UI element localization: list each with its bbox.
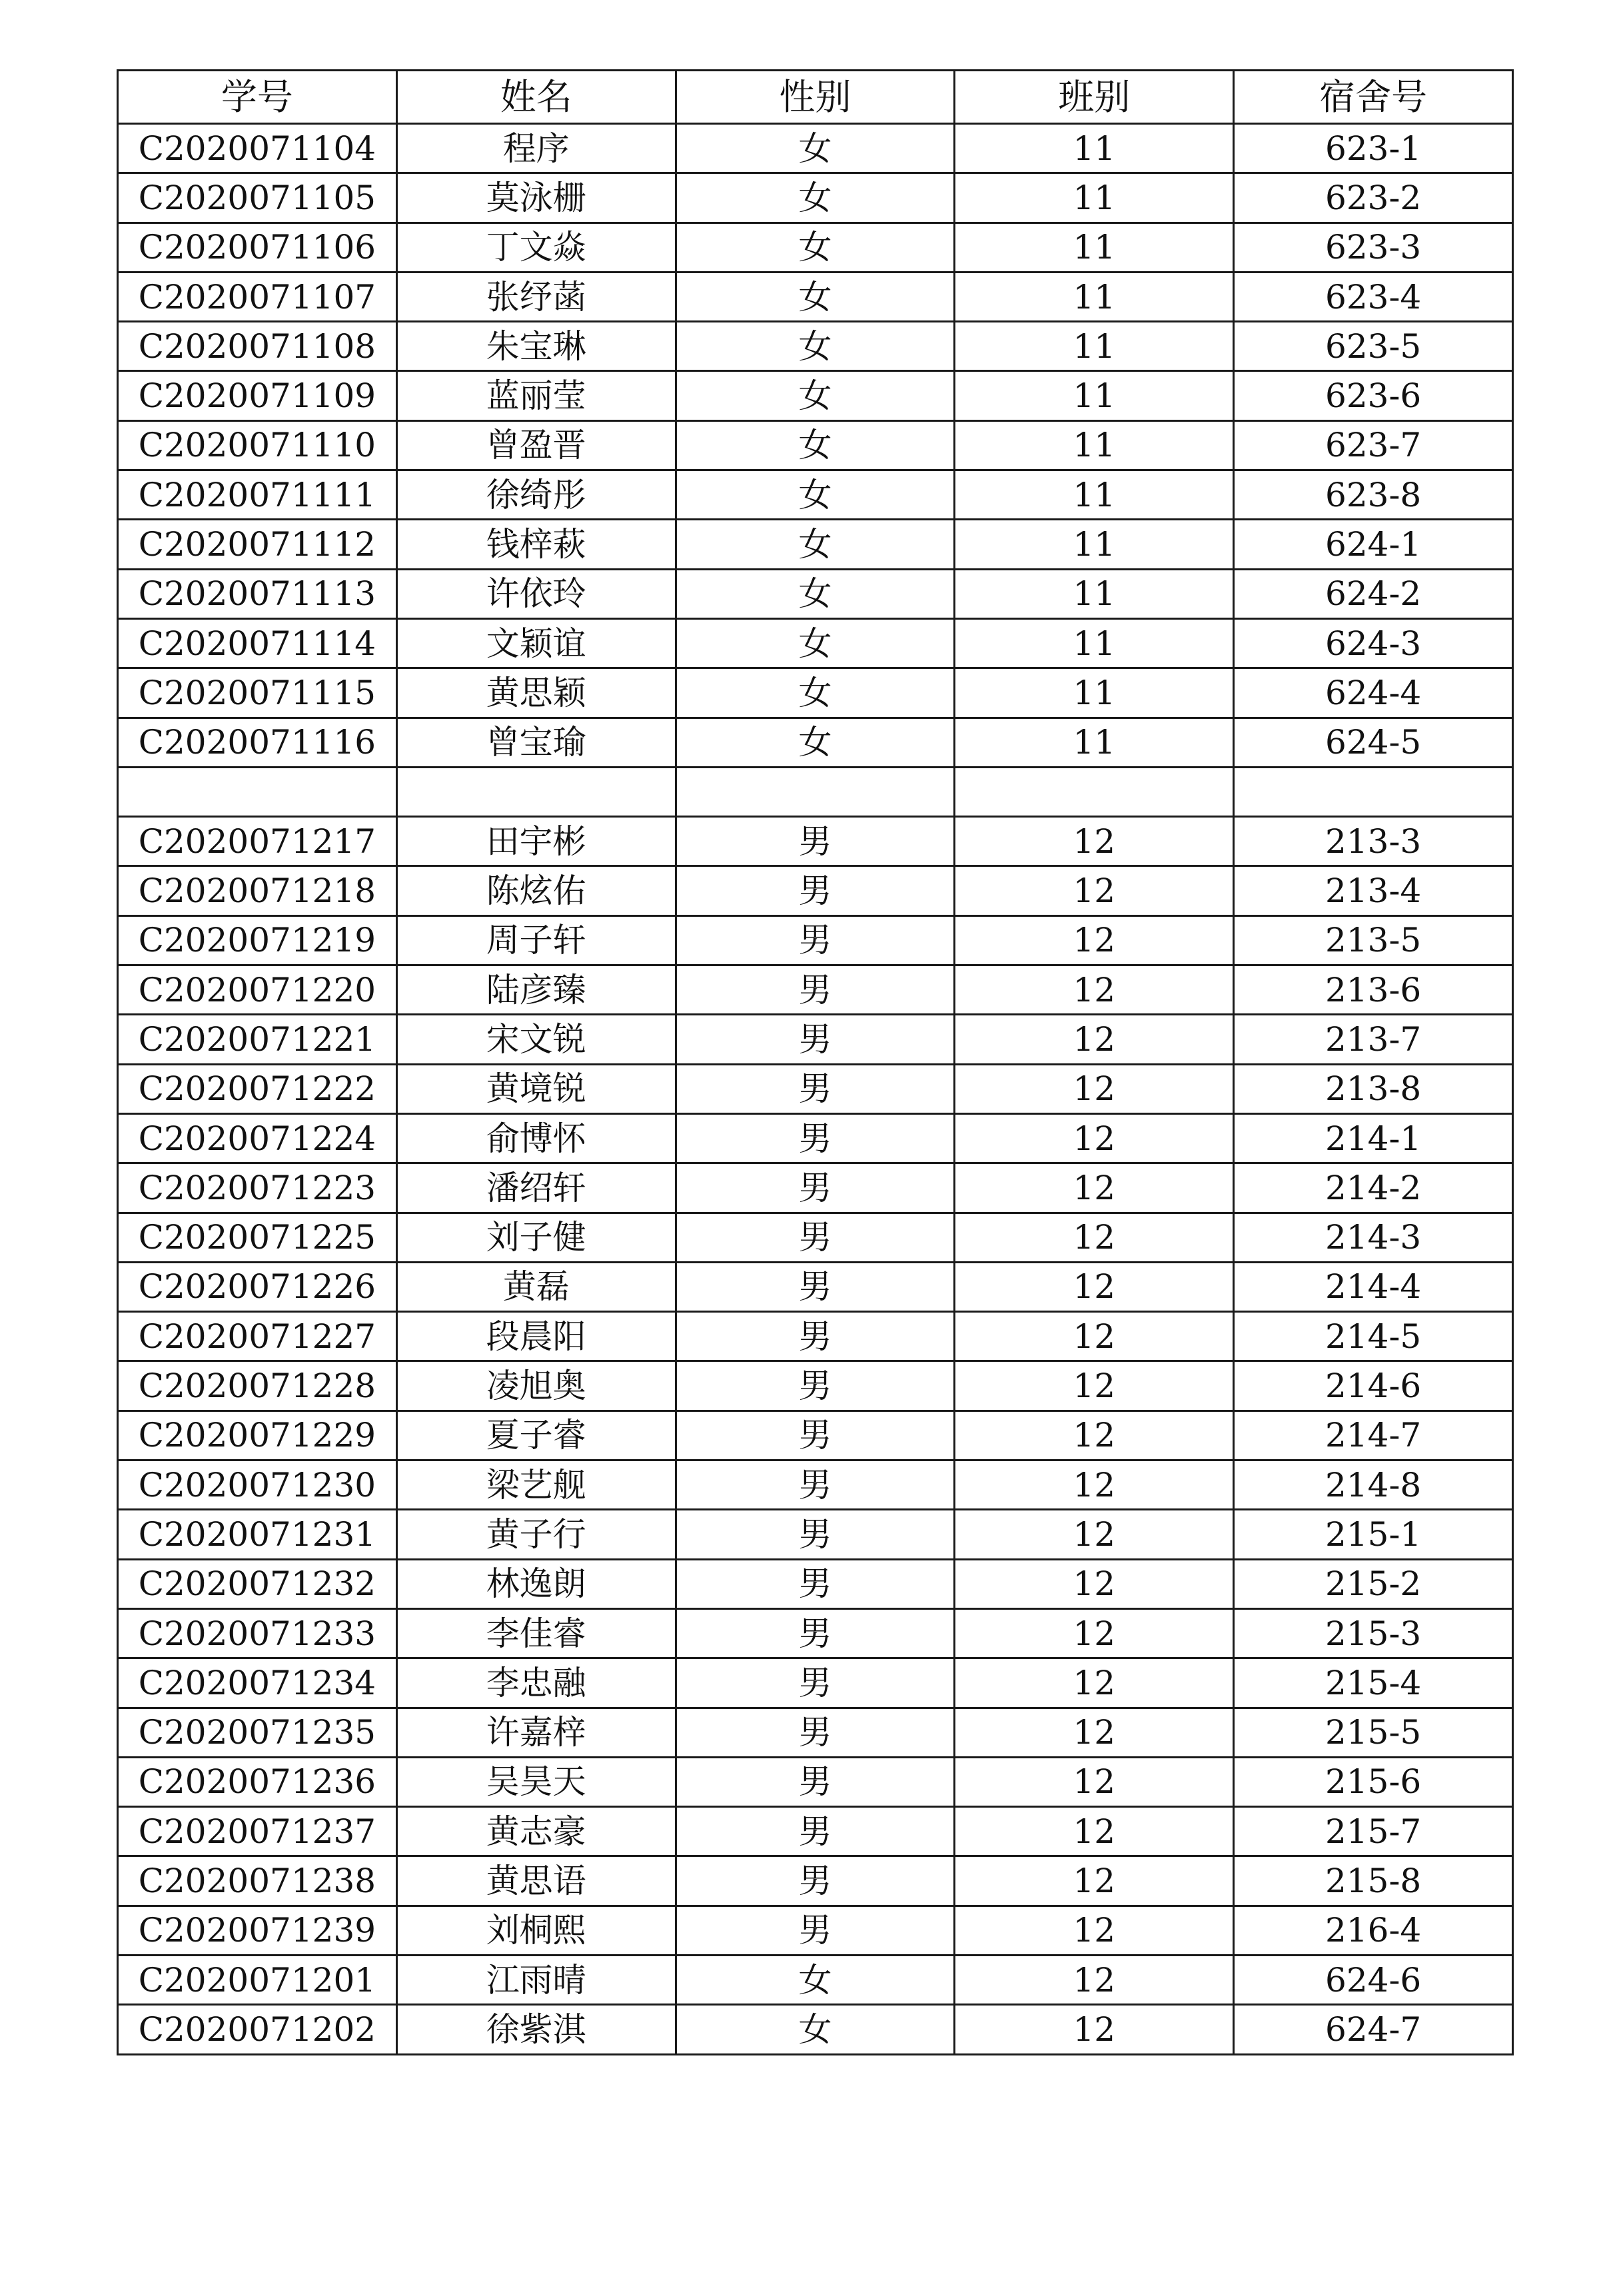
table-row	[118, 1015, 1513, 1064]
student-id-cell: C2020071226	[118, 1262, 397, 1311]
student-id-cell: C2020071231	[118, 1510, 397, 1559]
gender-cell: 男	[676, 1361, 955, 1411]
student-id-cell: C2020071236	[118, 1757, 397, 1806]
student-id-cell: C2020071110	[118, 420, 397, 470]
name-cell: 许依玲	[396, 569, 676, 618]
table-row	[118, 1113, 1513, 1163]
gender-cell: 女	[676, 272, 955, 321]
table-row	[118, 173, 1513, 223]
dorm-number-cell: 623-2	[1234, 173, 1513, 223]
gender-cell: 男	[676, 1213, 955, 1262]
name-cell: 曾宝瑜	[396, 718, 676, 767]
name-cell: 潘绍轩	[396, 1163, 676, 1213]
class-cell: 12	[955, 1807, 1234, 1856]
name-cell: 宋文锐	[396, 1015, 676, 1064]
gender-cell: 女	[676, 618, 955, 668]
table-row	[118, 817, 1513, 866]
student-id-cell: C2020071202	[118, 2005, 397, 2054]
gender-cell: 男	[676, 965, 955, 1015]
student-id-cell: C2020071113	[118, 569, 397, 618]
gender-cell: 男	[676, 1708, 955, 1757]
gender-cell: 男	[676, 1559, 955, 1608]
header-student-id: 学号	[118, 71, 397, 124]
class-cell: 12	[955, 1658, 1234, 1708]
class-cell: 11	[955, 223, 1234, 272]
class-cell: 12	[955, 1411, 1234, 1460]
dorm-number-cell: 214-4	[1234, 1262, 1513, 1311]
class-cell: 11	[955, 124, 1234, 173]
dorm-number-cell: 623-5	[1234, 322, 1513, 371]
table-row	[118, 1460, 1513, 1510]
dorm-number-cell: 624-7	[1234, 2005, 1513, 2054]
student-id-cell: C2020071228	[118, 1361, 397, 1411]
dorm-number-cell: 624-6	[1234, 1955, 1513, 2004]
dorm-number-cell: 214-2	[1234, 1163, 1513, 1213]
student-id-cell: C2020071224	[118, 1113, 397, 1163]
class-cell: 11	[955, 371, 1234, 420]
class-cell: 12	[955, 866, 1234, 915]
dorm-number-cell: 215-5	[1234, 1708, 1513, 1757]
student-id-cell: C2020071218	[118, 866, 397, 915]
class-cell: 12	[955, 1312, 1234, 1361]
student-id-cell: C2020071220	[118, 965, 397, 1015]
gender-cell: 男	[676, 1510, 955, 1559]
student-dormitory-table	[117, 69, 1514, 2055]
student-id-cell: C2020071108	[118, 322, 397, 371]
gender-cell: 男	[676, 1906, 955, 1955]
name-cell: 徐绮彤	[396, 470, 676, 520]
table-body	[118, 124, 1513, 2055]
class-cell	[955, 767, 1234, 816]
table-row	[118, 272, 1513, 321]
name-cell: 林逸朗	[396, 1559, 676, 1608]
gender-cell: 女	[676, 520, 955, 569]
student-id-cell: C2020071105	[118, 173, 397, 223]
name-cell: 田宇彬	[396, 817, 676, 866]
gender-cell: 男	[676, 915, 955, 965]
name-cell: 吴昊天	[396, 1757, 676, 1806]
student-id-cell: C2020071238	[118, 1856, 397, 1906]
name-cell: 李忠融	[396, 1658, 676, 1708]
dorm-number-cell: 624-1	[1234, 520, 1513, 569]
class-cell: 12	[955, 817, 1234, 866]
name-cell: 丁文焱	[396, 223, 676, 272]
dorm-number-cell: 623-6	[1234, 371, 1513, 420]
student-id-cell: C2020071230	[118, 1460, 397, 1510]
gender-cell: 男	[676, 1757, 955, 1806]
table-row	[118, 965, 1513, 1015]
class-cell: 12	[955, 1460, 1234, 1510]
table-row	[118, 520, 1513, 569]
dorm-number-cell: 213-6	[1234, 965, 1513, 1015]
student-id-cell: C2020071225	[118, 1213, 397, 1262]
student-id-cell	[118, 767, 397, 816]
class-cell: 12	[955, 1510, 1234, 1559]
gender-cell: 男	[676, 1064, 955, 1113]
name-cell: 陈炫佑	[396, 866, 676, 915]
header-name: 姓名	[396, 71, 676, 124]
gender-cell: 女	[676, 223, 955, 272]
table-row	[118, 1262, 1513, 1311]
name-cell: 莫泳栅	[396, 173, 676, 223]
gender-cell: 男	[676, 1163, 955, 1213]
name-cell: 蓝丽莹	[396, 371, 676, 420]
student-id-cell: C2020071116	[118, 718, 397, 767]
dorm-number-cell: 215-6	[1234, 1757, 1513, 1806]
student-id-cell: C2020071233	[118, 1608, 397, 1658]
class-cell: 12	[955, 1955, 1234, 2004]
student-id-cell: C2020071222	[118, 1064, 397, 1113]
class-cell: 11	[955, 618, 1234, 668]
name-cell: 李佳睿	[396, 1608, 676, 1658]
name-cell: 黄思语	[396, 1856, 676, 1906]
name-cell: 江雨晴	[396, 1955, 676, 2004]
gender-cell: 女	[676, 124, 955, 173]
class-cell: 12	[955, 1559, 1234, 1608]
class-cell: 12	[955, 1757, 1234, 1806]
table-row	[118, 1411, 1513, 1460]
table-row	[118, 718, 1513, 767]
header-dorm-number: 宿舍号	[1234, 71, 1513, 124]
class-cell: 12	[955, 2005, 1234, 2054]
table-row	[118, 866, 1513, 915]
gender-cell: 男	[676, 1856, 955, 1906]
name-cell: 钱梓萩	[396, 520, 676, 569]
name-cell: 陆彦臻	[396, 965, 676, 1015]
student-id-cell: C2020071239	[118, 1906, 397, 1955]
name-cell: 黄子行	[396, 1510, 676, 1559]
dorm-number-cell: 214-6	[1234, 1361, 1513, 1411]
dorm-number-cell: 216-4	[1234, 1906, 1513, 1955]
gender-cell: 男	[676, 817, 955, 866]
table-row	[118, 2005, 1513, 2054]
student-id-cell: C2020071229	[118, 1411, 397, 1460]
dorm-number-cell: 624-4	[1234, 668, 1513, 718]
table-row	[118, 1510, 1513, 1559]
dorm-number-cell: 623-1	[1234, 124, 1513, 173]
class-cell: 12	[955, 1608, 1234, 1658]
name-cell: 夏子睿	[396, 1411, 676, 1460]
name-cell: 黄境锐	[396, 1064, 676, 1113]
gender-cell: 男	[676, 1015, 955, 1064]
name-cell: 黄思颖	[396, 668, 676, 718]
student-id-cell: C2020071232	[118, 1559, 397, 1608]
table-row	[118, 1064, 1513, 1113]
name-cell: 黄志豪	[396, 1807, 676, 1856]
dorm-number-cell: 215-7	[1234, 1807, 1513, 1856]
student-id-cell: C2020071115	[118, 668, 397, 718]
class-cell: 12	[955, 915, 1234, 965]
table-row	[118, 1856, 1513, 1906]
dorm-number-cell: 624-5	[1234, 718, 1513, 767]
name-cell	[396, 767, 676, 816]
student-id-cell: C2020071219	[118, 915, 397, 965]
dorm-number-cell: 623-4	[1234, 272, 1513, 321]
table-row	[118, 915, 1513, 965]
dorm-number-cell: 623-8	[1234, 470, 1513, 520]
dorm-number-cell: 213-4	[1234, 866, 1513, 915]
gender-cell: 男	[676, 866, 955, 915]
name-cell: 刘桐熙	[396, 1906, 676, 1955]
student-id-cell: C2020071227	[118, 1312, 397, 1361]
class-cell: 12	[955, 1163, 1234, 1213]
table-row	[118, 668, 1513, 718]
student-id-cell: C2020071114	[118, 618, 397, 668]
class-cell: 11	[955, 718, 1234, 767]
table-row	[118, 569, 1513, 618]
table-row	[118, 470, 1513, 520]
class-cell: 12	[955, 1113, 1234, 1163]
dorm-number-cell: 215-1	[1234, 1510, 1513, 1559]
gender-cell: 男	[676, 1658, 955, 1708]
table-row	[118, 1213, 1513, 1262]
student-id-cell: C2020071237	[118, 1807, 397, 1856]
class-cell: 12	[955, 1213, 1234, 1262]
name-cell: 周子轩	[396, 915, 676, 965]
table-row	[118, 1807, 1513, 1856]
gender-cell: 男	[676, 1608, 955, 1658]
student-id-cell: C2020071234	[118, 1658, 397, 1708]
table-row	[118, 371, 1513, 420]
gender-cell: 男	[676, 1411, 955, 1460]
dorm-number-cell: 213-7	[1234, 1015, 1513, 1064]
class-cell: 12	[955, 1361, 1234, 1411]
gender-cell: 男	[676, 1312, 955, 1361]
dorm-number-cell: 215-4	[1234, 1658, 1513, 1708]
student-id-cell: C2020071104	[118, 124, 397, 173]
name-cell: 段晨阳	[396, 1312, 676, 1361]
gender-cell: 女	[676, 322, 955, 371]
class-cell: 12	[955, 1015, 1234, 1064]
table-row	[118, 618, 1513, 668]
class-cell: 12	[955, 1906, 1234, 1955]
table-row	[118, 1312, 1513, 1361]
gender-cell: 女	[676, 718, 955, 767]
class-cell: 11	[955, 470, 1234, 520]
student-id-cell: C2020071221	[118, 1015, 397, 1064]
dorm-number-cell: 215-2	[1234, 1559, 1513, 1608]
name-cell: 梁艺舰	[396, 1460, 676, 1510]
dorm-number-cell: 213-8	[1234, 1064, 1513, 1113]
table-row	[118, 223, 1513, 272]
student-id-cell: C2020071112	[118, 520, 397, 569]
name-cell: 刘子健	[396, 1213, 676, 1262]
header-row	[118, 71, 1513, 124]
table-row	[118, 767, 1513, 816]
name-cell: 文颖谊	[396, 618, 676, 668]
gender-cell	[676, 767, 955, 816]
gender-cell: 女	[676, 173, 955, 223]
class-cell: 11	[955, 420, 1234, 470]
class-cell: 12	[955, 1856, 1234, 1906]
table-row	[118, 420, 1513, 470]
class-cell: 11	[955, 173, 1234, 223]
table-row	[118, 1955, 1513, 2004]
dorm-number-cell: 214-3	[1234, 1213, 1513, 1262]
dorm-number-cell	[1234, 767, 1513, 816]
gender-cell: 女	[676, 1955, 955, 2004]
class-cell: 11	[955, 520, 1234, 569]
dorm-number-cell: 213-3	[1234, 817, 1513, 866]
name-cell: 俞博怀	[396, 1113, 676, 1163]
table-row	[118, 1559, 1513, 1608]
header-gender: 性别	[676, 71, 955, 124]
class-cell: 12	[955, 1708, 1234, 1757]
student-id-cell: C2020071106	[118, 223, 397, 272]
table-row	[118, 1757, 1513, 1806]
table-row	[118, 1361, 1513, 1411]
class-cell: 11	[955, 322, 1234, 371]
name-cell: 凌旭奥	[396, 1361, 676, 1411]
dorm-number-cell: 215-3	[1234, 1608, 1513, 1658]
gender-cell: 女	[676, 569, 955, 618]
gender-cell: 男	[676, 1807, 955, 1856]
student-id-cell: C2020071201	[118, 1955, 397, 2004]
header-class: 班别	[955, 71, 1234, 124]
table-row	[118, 322, 1513, 371]
student-id-cell: C2020071217	[118, 817, 397, 866]
class-cell: 12	[955, 1064, 1234, 1113]
dorm-number-cell: 214-1	[1234, 1113, 1513, 1163]
name-cell: 张纾菡	[396, 272, 676, 321]
dorm-number-cell: 624-2	[1234, 569, 1513, 618]
class-cell: 11	[955, 668, 1234, 718]
gender-cell: 男	[676, 1262, 955, 1311]
student-id-cell: C2020071109	[118, 371, 397, 420]
student-id-cell: C2020071111	[118, 470, 397, 520]
name-cell: 黄磊	[396, 1262, 676, 1311]
dorm-number-cell: 623-7	[1234, 420, 1513, 470]
dorm-number-cell: 214-8	[1234, 1460, 1513, 1510]
class-cell: 11	[955, 569, 1234, 618]
gender-cell: 女	[676, 371, 955, 420]
table-row	[118, 1608, 1513, 1658]
gender-cell: 男	[676, 1113, 955, 1163]
dorm-number-cell: 215-8	[1234, 1856, 1513, 1906]
gender-cell: 女	[676, 2005, 955, 2054]
table-header	[118, 71, 1513, 124]
dorm-number-cell: 213-5	[1234, 915, 1513, 965]
dorm-number-cell: 624-3	[1234, 618, 1513, 668]
student-id-cell: C2020071235	[118, 1708, 397, 1757]
student-id-cell: C2020071107	[118, 272, 397, 321]
table-row	[118, 124, 1513, 173]
dorm-number-cell: 623-3	[1234, 223, 1513, 272]
class-cell: 12	[955, 1262, 1234, 1311]
name-cell: 曾盈晋	[396, 420, 676, 470]
table-row	[118, 1658, 1513, 1708]
gender-cell: 男	[676, 1460, 955, 1510]
table-row	[118, 1906, 1513, 1955]
name-cell: 朱宝琳	[396, 322, 676, 371]
table-row	[118, 1163, 1513, 1213]
table-row	[118, 1708, 1513, 1757]
name-cell: 程序	[396, 124, 676, 173]
class-cell: 11	[955, 272, 1234, 321]
dorm-number-cell: 214-7	[1234, 1411, 1513, 1460]
gender-cell: 女	[676, 668, 955, 718]
name-cell: 徐紫淇	[396, 2005, 676, 2054]
class-cell: 12	[955, 965, 1234, 1015]
name-cell: 许嘉梓	[396, 1708, 676, 1757]
dorm-number-cell: 214-5	[1234, 1312, 1513, 1361]
gender-cell: 女	[676, 470, 955, 520]
student-id-cell: C2020071223	[118, 1163, 397, 1213]
gender-cell: 女	[676, 420, 955, 470]
